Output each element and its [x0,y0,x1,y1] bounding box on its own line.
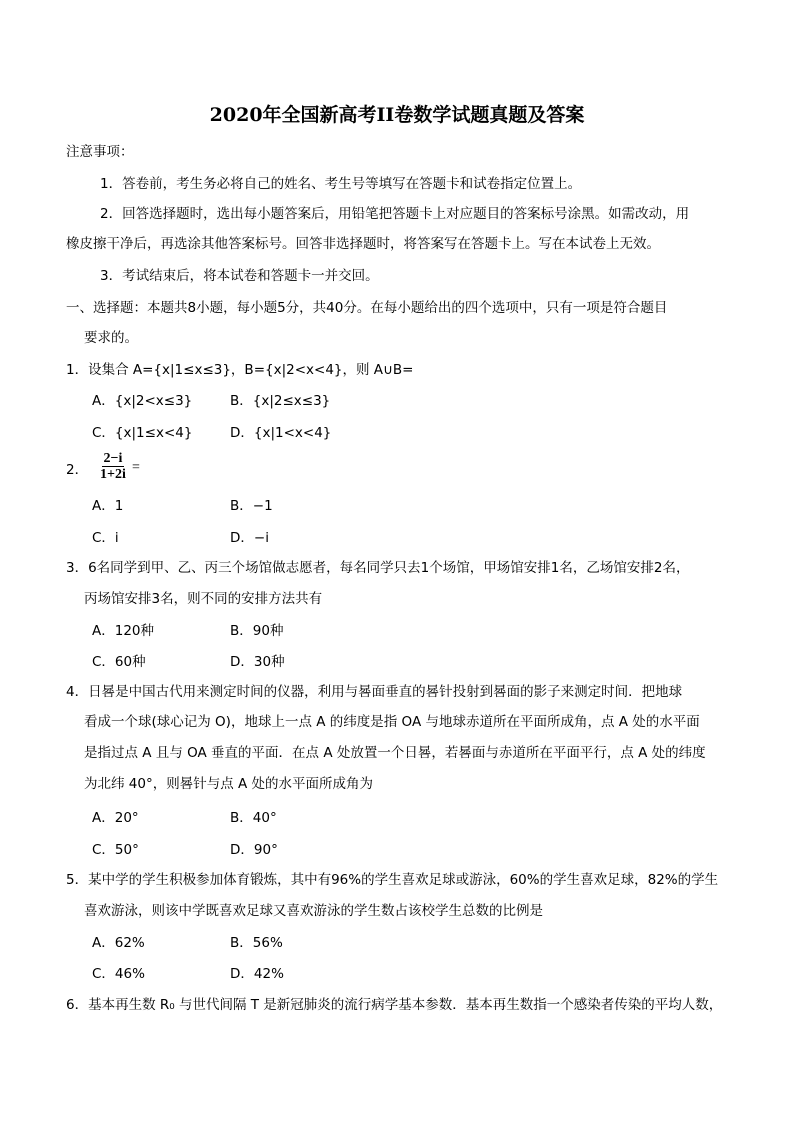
question-4-stem: 看成一个球(球心记为 O)，地球上一点 A 的纬度是指 OA 与地球赤道所在平面所成角，点 A 处的水平面 [84,714,700,730]
question-4-stem: 4．日晷是中国古代用来测定时间的仪器，利用与晷面垂直的晷针投射到晷面的影子来测定时间．把地球 [66,684,683,700]
question-2-number: 2． [66,462,89,478]
q5-option-a: A．62% [92,935,145,951]
section-heading: 一、选择题：本题共8小题，每小题5分，共40分。在每小题给出的四个选项中，只有一项是符合题目 [66,300,668,316]
q3-option-a: A．120种 [92,623,155,639]
q5-option-d: D．42% [230,966,284,982]
q4-option-c: C．50° [92,842,139,858]
question-4-stem: 是指过点 A 且与 OA 垂直的平面．在点 A 处放置一个日晷，若晷面与赤道所在平面平行，点 A 处的纬度 [84,745,706,761]
notice-item: 2．回答选择题时，选出每小题答案后，用铅笔把答题卡上对应题目的答案标号涂黑。如需改动，用 [100,206,690,222]
notice-heading: 注意事项： [66,144,134,160]
q2-numerator: 2−i [103,451,123,466]
question-5-stem: 5．某中学的学生积极参加体育锻炼，其中有96%的学生喜欢足球或游泳，60%的学生喜欢足球，82%的学生 [66,872,719,888]
q3-option-b: B．90种 [230,623,284,639]
q2-equals: = [132,460,140,475]
q3-option-d: D．30种 [230,654,285,670]
notice-item: 3．考试结束后，将本试卷和答题卡一并交回。 [100,268,379,284]
q1-option-d: D．{x|1<x<4} [230,425,332,441]
q2-denominator: 1+2i [100,467,126,482]
q1-option-b: B．{x|2≤x≤3} [230,393,331,409]
q1-option-c: C．{x|1≤x<4} [92,425,193,441]
question-5-stem: 喜欢游泳，则该中学既喜欢足球又喜欢游泳的学生数占该校学生总数的比例是 [84,903,543,919]
q1-option-a: A．{x|2<x≤3} [92,393,193,409]
q2-option-a: A．1 [92,498,124,514]
q4-option-b: B．40° [230,810,277,826]
q5-option-c: C．46% [92,966,145,982]
question-3-stem: 丙场馆安排3名，则不同的安排方法共有 [84,591,323,607]
page-title: 2020年全国新高考II卷数学试题真题及答案 [209,104,585,126]
q4-option-d: D．90° [230,842,278,858]
q4-option-a: A．20° [92,810,139,826]
question-1-stem: 1．设集合 A={x|1≤x≤3}，B={x|2<x<4}，则 A∪B= [66,362,414,378]
question-4-stem: 为北纬 40°，则晷针与点 A 处的水平面所成角为 [84,776,374,792]
q2-option-c: C．i [92,530,119,546]
section-heading-cont: 要求的。 [84,330,138,346]
question-3-stem: 3．6名同学到甲、乙、丙三个场馆做志愿者，每名同学只去1个场馆，甲场馆安排1名，乙场馆安排2名， [66,560,690,576]
q3-option-c: C．60种 [92,654,146,670]
notice-item: 1．答卷前，考生务必将自己的姓名、考生号等填写在答题卡和试卷指定位置上。 [100,176,582,192]
q2-option-d: D．−i [230,530,269,546]
q5-option-b: B．56% [230,935,283,951]
notice-item: 橡皮擦干净后，再选涂其他答案标号。回答非选择题时，将答案写在答题卡上。写在本试卷上无效。 [66,236,660,252]
question-6-stem: 6．基本再生数 R₀ 与世代间隔 T 是新冠肺炎的流行病学基本参数．基本再生数指一个感染者传染的平均人数， [66,997,723,1013]
q2-fraction [100,451,126,482]
q2-option-b: B．−1 [230,498,273,514]
